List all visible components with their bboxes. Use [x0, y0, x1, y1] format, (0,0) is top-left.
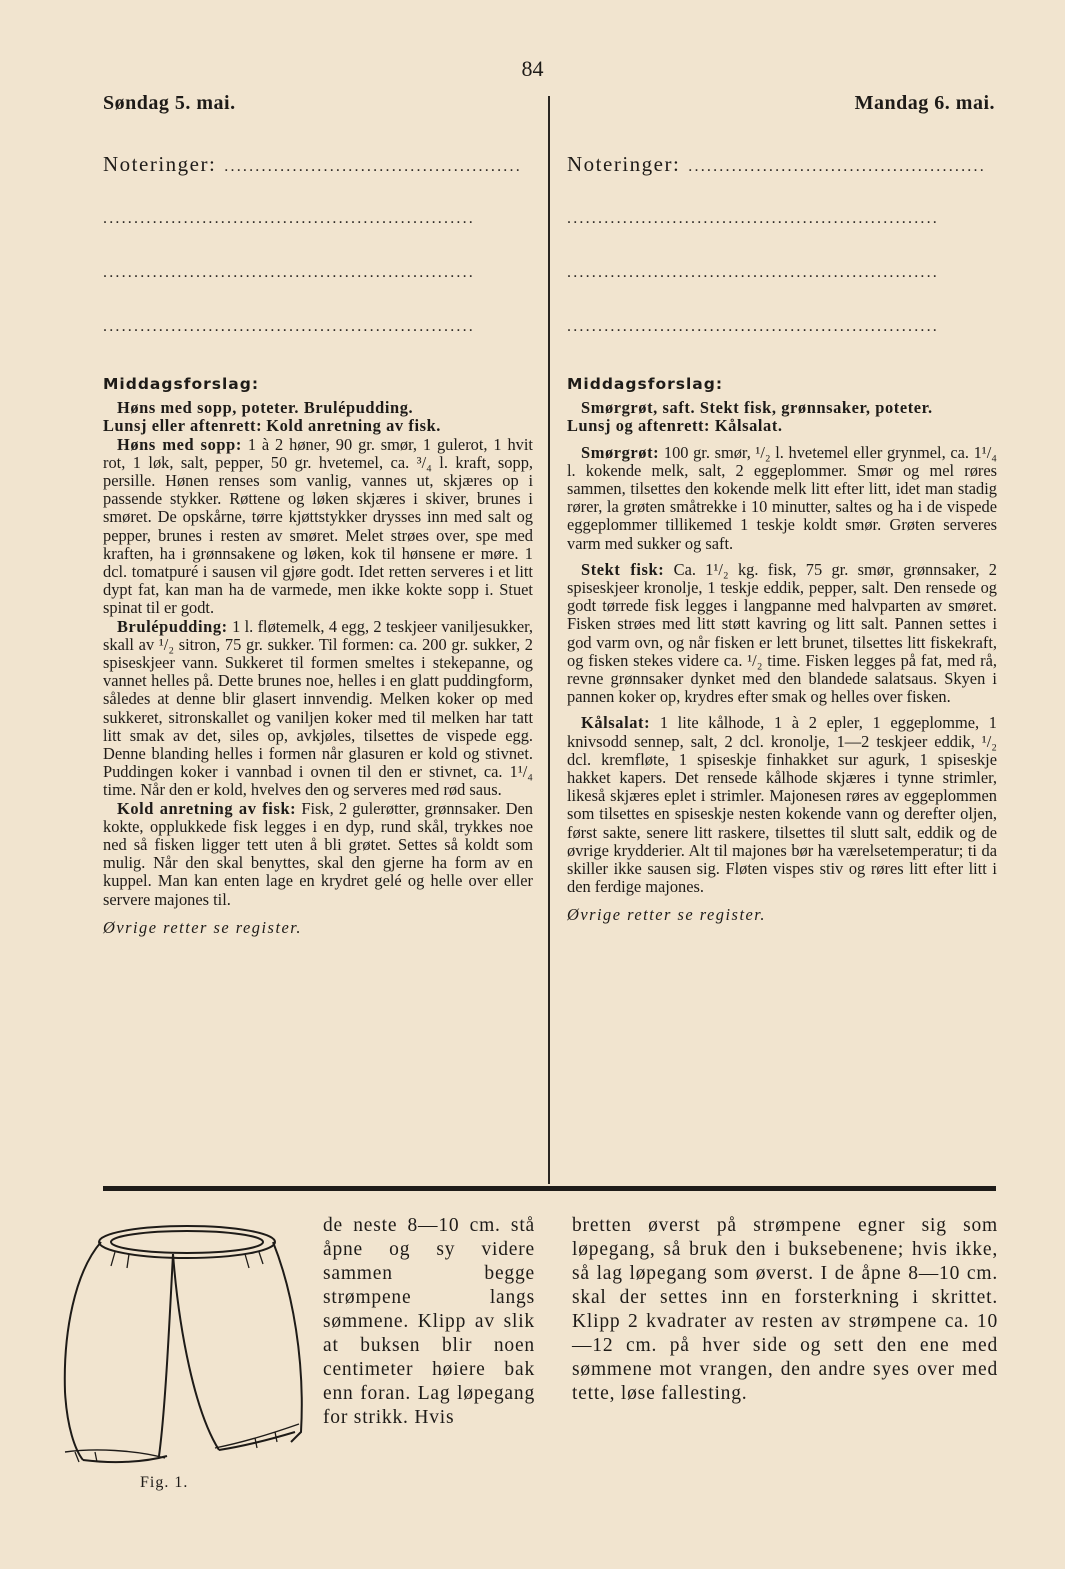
- left-notes-line: ............................................................: [103, 264, 475, 281]
- left-day-heading: Søndag 5. mai.: [103, 92, 236, 114]
- right-notes-line: ................................................: [688, 158, 986, 175]
- left-lunch: Lunsj eller aftenrett: Kold anretning av fisk.: [103, 416, 441, 436]
- left-recipe-column: [103, 375, 533, 937]
- left-notes: [103, 152, 531, 177]
- page-number: 84: [521, 56, 544, 81]
- left-section-title: Middagsforslag:: [103, 375, 260, 393]
- left-footer: Øvrige retter se register.: [103, 917, 302, 937]
- right-recipe-3: Kålsalat: 1 lite kålhode, 1 à 2 epler, 1 eggeplomme, 1 knivsodd sennep, salt, 2 dcl. kronolje, 1—2 teskjeer eddik, ¹/₂ dcl. kremfløte, 1 spiseskje finhakket sur agurk, 1 spiseskje hakket kapers. Det rensede kålhode skjæres i tynne strimler, likeså skjæres eplet i strimler. Majonesen røres av eggeplommen som tilsettes en spiseskje nesten kokende vann og derefter oljen, først sakte, senere litt raskere, tilsettes til slutt salt, eddik og de øvrige krydderier. Alt til majones bør ha værelsetemperatur; ti da skiller ikke sausen sig. Fløten vispes stiv og røres litt efter litt i den ferdige majones.: [567, 713, 997, 897]
- lower-middle-text: de neste 8—10 cm. stå åpne og sy videre sammen begge strømpene langs sømmene. Klipp av slik at buksen blir noen centimeter høiere bak enn foran. Lag løpegang for strikk. Hvis: [323, 1215, 535, 1428]
- left-notes-line: ............................................................: [103, 210, 475, 227]
- section-rule: [103, 1186, 996, 1191]
- right-notes: [567, 152, 997, 177]
- left-recipe-1: Høns med sopp: 1 à 2 høner, 90 gr. smør, 1 gulerot, 1 hvit rot, 1 løk, salt, pepper, 50 gr. hvetemel, ca. ³/₄ l. kraft, sopp, persille. Hønen renses som vanlig, vannes ut, skjæres op i passende stykker. Røttene og løken skjæres i skiver, brunes i smøret. De opskårne, tørre kjøttstykker drysses inn med salt og pepper, brunes i resten av smøret. Melet strøes over, spe med kraften, ha i grønnsakene og løken, kok til hønsene er møre. 1 dcl. tomatpuré i sausen vil gjøre godt. Idet retten serveres i et litt dypt fat, kan man ha de varmede, men ikke kokte sopp i. Stuet spinat til er godt.: [103, 434, 533, 618]
- right-recipe-column: [567, 375, 997, 925]
- right-recipe-1: Smørgrøt: 100 gr. smør, ¹/₂ l. hvetemel eller grynmel, ca. 1¹/₄ l. kokende melk, salt, 2 eggeplommer. Smør og mel røres sammen, tilsettes den kokende melk litt efter litt, idet man stadig rører, la grøten småtrekke i 10 minutter, saltes og ha i de vispede eggeplommer tillikemed 1 teskje koldt smør. Grøten serveres varm med sukker og saft.: [567, 442, 997, 553]
- left-recipe-3: Kold anretning av fisk: Fisk, 2 gulerøtter, grønnsaker. Den kokte, opplukkede fisk legges i en dyp, rund skål, trykkes noe ned så fisken ligger tett uten å bli grøtet. Settes så koldt som mulig. Når den skal benyttes, skal den gjerne ha form av en kuppel. Man kan enten lage en krydret gelé og helle over eller servere majones til.: [103, 798, 533, 909]
- left-notes-line: ................................................: [224, 158, 522, 175]
- left-recipe-2: Brulépudding: 1 l. fløtemelk, 4 egg, 2 teskjeer vaniljesukker, skall av ¹/₂ sitron, 75 gr. sukker. Til formen: ca. 200 gr. sukker, 2 spiseskjeer vann. Sukkeret til formen smeltes i stekepanne, og vannet helles på. Dette brunes noe, helles i en glatt puddingform, således at denne blir glasert innvendig. Melken koker op med sukkeret, sitronskallet og vaniljen koker med til melken har tatt litt smak av det, siles op, avkjøles, tilsettes de vispede egg. Denne blanding helles i formen når glasuren er kold og stivnet. Puddingen koker i vannbad i ovnen til den er stivnet, ca. 1¹/₄ time. Når den er kold, hvelves den og serveres med rød saus.: [103, 616, 533, 800]
- right-lunch: Lunsj og aftenrett: Kålsalat.: [567, 416, 783, 436]
- right-day-heading: Mandag 6. mai.: [854, 92, 995, 114]
- left-notes-line: ............................................................: [103, 318, 475, 335]
- left-menu: Høns med sopp, poteter. Brulépudding.: [117, 398, 414, 418]
- bloomers-illustration-icon: [55, 1212, 315, 1474]
- right-notes-line: ............................................................: [567, 318, 939, 335]
- left-notes-label: Noteringer:: [103, 152, 217, 176]
- right-menu: Smørgrøt, saft. Stekt fisk, grønnsaker, poteter.: [581, 398, 933, 418]
- right-recipe-2: Stekt fisk: Ca. 1¹/₂ kg. fisk, 75 gr. smør, grønnsaker, 2 spiseskjeer kronolje, 1 teskje eddik, pepper, salt. Den rensede og godt tørrede fisk legges i langpanne med halvparten av smøret. Fisken strøes med litt støtt kavring og litt salt. Pannen settes i god varm ovn, og når fisken er lett brunet, tilsettes litt fiskekraft, og fisken stekes videre ca. ¹/₂ time. Fisken legges på fat, med rå, revne grønnsaker dynket med den blandede salatsaus. Skyen i pannen koker op, krydres efter smak og helles over fisken.: [567, 559, 997, 707]
- right-notes-label: Noteringer:: [567, 152, 681, 176]
- lower-right-text: bretten øverst på strømpene egner sig som løpegang, så bruk den i buksebenene; hvis ikke, så lag løpegang som øverst. I de åpne 8—10 cm. skal der settes inn en forsterkning i skrittet. Klipp 2 kvadrater av resten av strømpene ca. 10—12 cm. på hver side og sett den ene med sømmene mot vrangen, den andre syes over med tette, løse fallesting.: [572, 1215, 998, 1404]
- column-divider: [548, 96, 550, 1184]
- figure-caption: Fig. 1.: [140, 1474, 189, 1491]
- right-footer: Øvrige retter se register.: [567, 905, 766, 925]
- right-notes-line: ............................................................: [567, 264, 939, 281]
- right-notes-line: ............................................................: [567, 210, 939, 227]
- right-section-title: Middagsforslag:: [567, 375, 724, 393]
